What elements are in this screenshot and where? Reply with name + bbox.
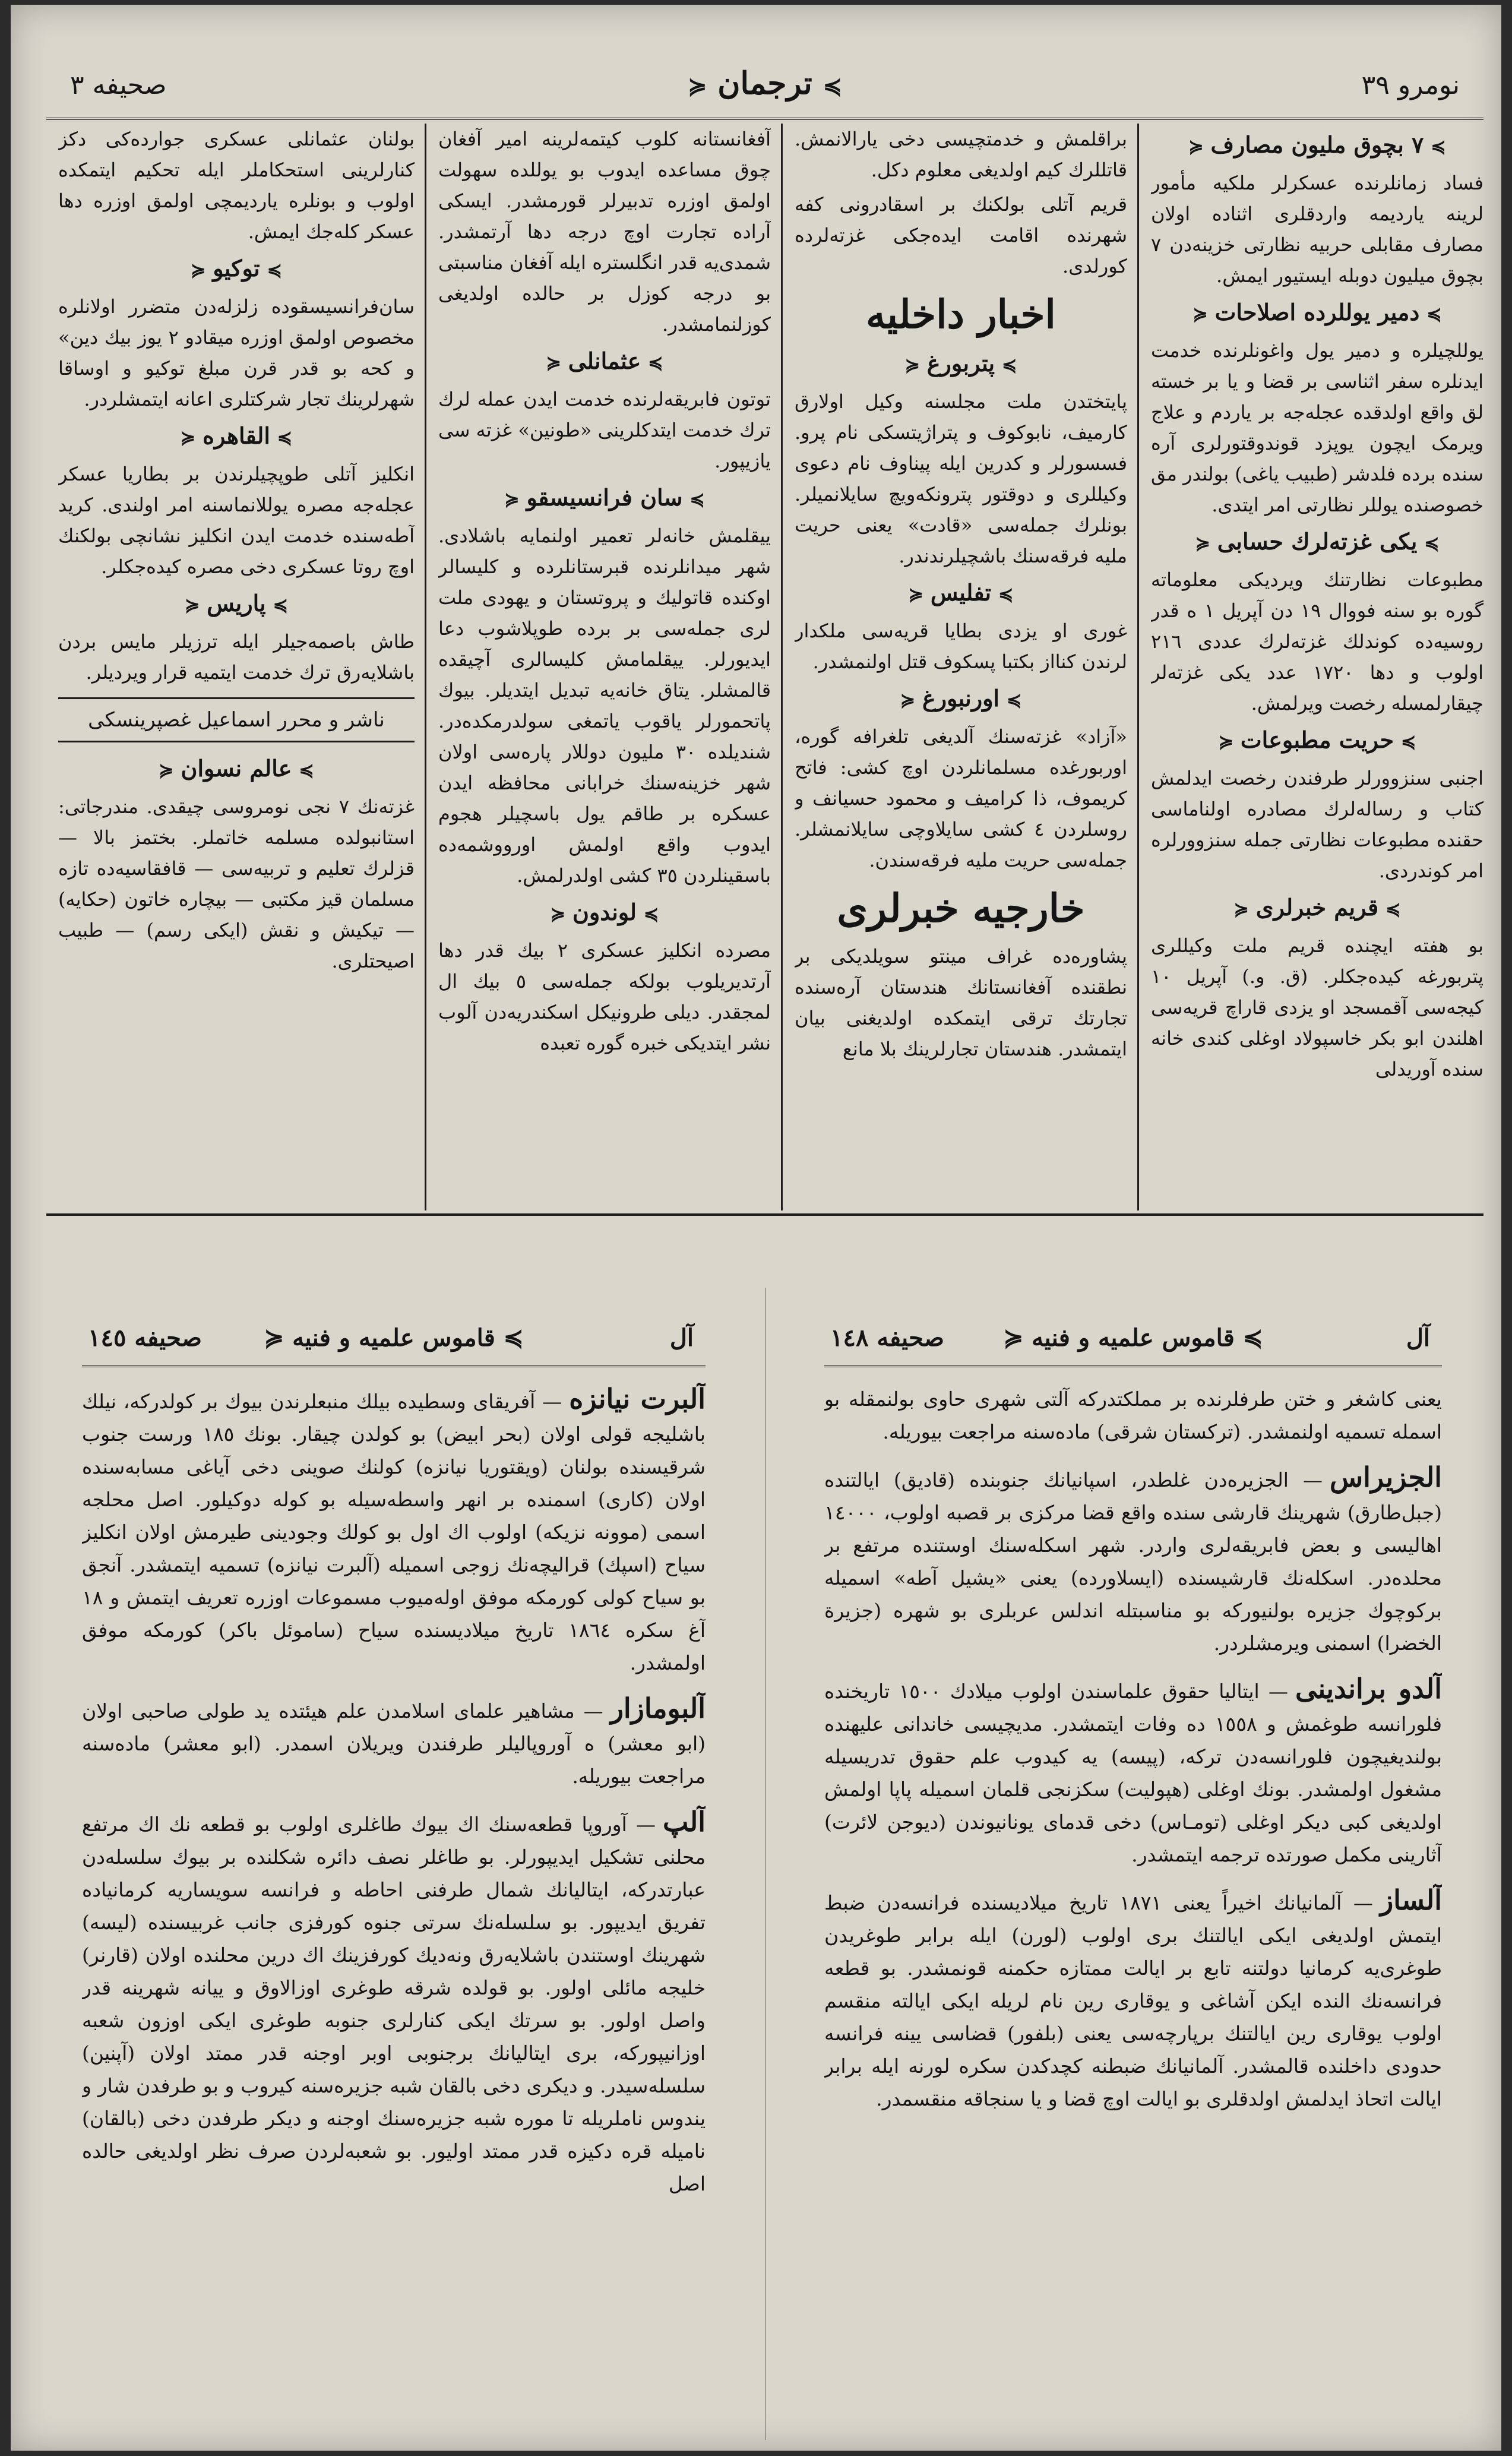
news-item <box>438 896 771 1058</box>
ornament-icon: ≽ <box>648 353 663 374</box>
headline-text: لوندون <box>572 899 637 925</box>
ornament-icon: ≽ <box>1386 899 1401 920</box>
news-text: توتون فابریقه‌لرنده خدمت ایدن عمله لرك ترك خدمت ایتدکلرینی «طونین» غزته سی یازیپور. <box>438 388 771 472</box>
news-text: فساد زمانلرنده عسکرلر ملکیه مأمور لرینه یاردیمه واردقلری اثناده اولان مصارف مقابلی حربیه نظارتی خزینه‌دن ٧ بچوق میلیون دوبله ایستیور ایمش. <box>1151 172 1483 287</box>
dictionary-entry <box>82 1806 706 2200</box>
ornament-icon: ≽ <box>1002 355 1017 376</box>
ornament-icon: ≼ <box>908 584 923 605</box>
news-column <box>438 124 771 1210</box>
issue-number: نومرو ٣٩ <box>1361 70 1460 100</box>
news-item <box>58 419 415 582</box>
headline-text: یکی غزته‌لرك حسابی <box>1217 528 1418 555</box>
news-item <box>1151 891 1483 1085</box>
news-text: مصرده انکلیز عسکری ٢ بیك قدر دها آرتدیریلوب بولکه جمله‌سی ٥ بیك ال لمجقدر. دیلی طرونیکل اسکندریه‌دن آلوب نشر ایتدیکی خبره گوره تعبده <box>438 939 771 1054</box>
section-heading: خارجیه خبرلری <box>837 885 1085 931</box>
ornament-icon: ≽ <box>277 428 293 448</box>
headline-text: قریم خبرلری <box>1255 894 1379 921</box>
ornament-icon: ≼ <box>504 489 520 510</box>
header-letter: آل <box>669 1324 694 1352</box>
ornament-icon: ≽ <box>1424 533 1440 554</box>
entry-term: الجزیراس <box>1330 1461 1442 1493</box>
entry-term: آلساز <box>1380 1884 1442 1916</box>
page-number: صحیفه ٣ <box>70 70 167 100</box>
news-item <box>795 881 1127 935</box>
news-text: یوللچیلره و دمیر یول واغونلرنده خدمت ایدنلره سفر اثناسی بر قضا و یا بر خسته لق واقع اولدقده عجله‌جه بر یاردم و علاج ویرمک ایچون یوپزد قوندوقتورلری آره سنده برده فلدشر (طبیب یاغی) بولندر مق خصوصنده یوللر نظارتی امر ایتدی. <box>1151 339 1483 516</box>
news-headline <box>438 896 771 931</box>
header-page: صحیفه ١٤٥ <box>88 1324 202 1352</box>
headline-text: اورنبورغ <box>922 685 999 712</box>
headline-text: حریت مطبوعات <box>1240 726 1394 753</box>
news-text: «آزاد» غزته‌سنك آلدیغی تلغرافه گوره، اوربورغده مسلمانلردن اوچ کشی: فاتح کریموف، ذا کرامیف و محمود حسیانف و روسلردن ٤ کشی سایلاوچی سایلانمشلر. جمله‌سی حریت ملیه فرقه‌سندن. <box>795 725 1127 871</box>
news-item <box>1151 525 1483 719</box>
ornament-icon: ≼ <box>191 260 206 281</box>
ornament-icon: ≼ <box>1218 732 1233 753</box>
news-text: اجنبی سنزوورلر طرفندن رخصت ایدلمش کتاب و رساله‌لرك مصادره اولناماسی حقنده مطبوعات نظارتی جمله سنزوورلره امر کوندردی. <box>1151 767 1483 882</box>
masthead <box>46 52 1483 120</box>
entry-term: آلبرت نیانزه <box>569 1383 706 1415</box>
news-text: انکلیز آتلی طوپچیلرندن بر بطاریا عسکر عجله‌جه مصره یوللانماسنه امر اولندی. کرید آطه‌سنده خدمت ایدن انکلیز نشانچی بولکنك اوچ روتا عسکری دخی مصره کیده‌جکلر. <box>58 463 415 578</box>
entry-paragraph <box>82 1806 706 2200</box>
news-text: پایتختدن ملت مجلسنه وکیل اولارق کارمیف، نابوکوف و پتراژیتسکی نام پرو. فسسورلر و کدرین ایله پیناوف نام دعوی وکیللری و دوقتور پترونکه‌ویچ سایلانمیلر. بونلرك جمله‌سی «قادت» یعنی حریت ملیه فرقه‌سنك باشچیلرندندر. <box>795 390 1127 567</box>
news-item <box>795 189 1127 282</box>
ornament-icon: ≼ <box>688 72 707 99</box>
ornament-icon: ≼ <box>1192 304 1208 325</box>
news-headline <box>795 682 1127 717</box>
dictionary-entry <box>82 1692 706 1793</box>
headline-text: دمیر یوللرده اصلاحات <box>1214 299 1420 325</box>
entry-definition: — ایتالیا حقوق علماسندن اولوب میلادك ١٥٠٠ تاریخنده فلورانسه طوغمش و ١٥٥٨ ده وفات ایتمشدر. مدیچیسی خاندانی علیهنده بولندیغیچون فلورانسه‌دن ترکه، (پیسه) یه کیدوب علم حقوق تدریسیله مشغول اولمشدر. بونك اوغلی (هپولیت) سکزنجی قلمان اسمیله پاپا اولمش اولدیغی کبی دیکر اوغلی (تومـاس) دخی قدمای یونانیوندن (دیوجن لائرت) آثارینی مکمل صورتده ترجمه ایتمشدر. <box>824 1680 1442 1866</box>
news-headline <box>1151 723 1483 759</box>
news-item <box>438 481 771 891</box>
news-item <box>438 344 771 476</box>
header-title-text: قاموس علمیه و فنیه <box>292 1324 495 1352</box>
ornament-icon: ≽ <box>823 72 842 99</box>
news-headline <box>795 576 1127 612</box>
news-column <box>795 124 1127 1210</box>
entry-paragraph <box>824 1461 1442 1660</box>
ornament-icon: ≼ <box>159 760 174 781</box>
ornament-icon: ≼ <box>550 904 565 925</box>
page-bottom-rule <box>46 1213 1483 1216</box>
headline-text: القاهره <box>203 422 270 449</box>
news-item <box>1151 128 1483 291</box>
headline-text: توکیو <box>213 255 260 282</box>
entry-definition: — آفریقای وسطیده بیلك منبعلرندن بیوك بر کولدرکه، نیلك باشلیجه قولی اولان (بحر ابیض) بو کولدن چیقار. بونك ١٨٥ ورست جنوب شرقیسنده بولنان (ویقتوریا نیانزه) کولنك صوینی دخی آیاغی مسابه‌سنده اولان (کاری) اسمنده بر انهر واسطه‌سیله بو کوله دوکیلور. اصل محلجه اسمی (موونه نزیکه) اولوب اك اول بو کولك وجودینی طیرمش اولان انکلیز سیاح (اسپك) قرالیچه‌نك زوجی اسمیله (آلبرت نیانزه) تسمیه ایتمشدر. آنجق بو سیاح کولی کورمکه موفق اوله‌میوب مسموعات اوزره تعریف ایتمش و ١٨ آغ سکره ١٨٦٤ تاریخ میلادیسنده سیاح (ساموئل باکر) کورمکه موفق اولمشدر. <box>82 1390 706 1674</box>
header-title: ≽ قاموس علمیه و فنیه ≼ <box>264 1324 524 1352</box>
news-item <box>795 941 1127 1064</box>
photographed-sheet <box>11 5 1501 2451</box>
ornament-icon: ≼ <box>900 690 916 711</box>
news-text: طاش باصمه‌جیلر ایله ترزیلر مایس بردن باشلایه‌رق ترك خدمت ایتمیه قرار ویردیلر. <box>58 630 415 684</box>
ornament-icon: ≼ <box>185 595 200 616</box>
ornament-icon: ≽ <box>1006 690 1022 711</box>
entry-paragraph <box>824 1383 1442 1448</box>
entry-term: آلبومازار <box>610 1692 706 1724</box>
headline-text: پتربورغ <box>926 350 995 377</box>
news-headline <box>58 587 415 622</box>
ornament-icon: ≼ <box>904 355 920 376</box>
column-divider <box>1137 124 1139 1210</box>
news-text: پشاوره‌ده غراف مینتو سویلدیکی بر نطقنده آفغانستانك هندستان آره‌سنده تجارتك ترقی ایتمکده اولدیغنی بیان ایتمشدر. هندستان تجارلرینك بلا مانع <box>795 945 1127 1060</box>
entry-paragraph <box>824 1673 1442 1871</box>
news-text: غزته‌نك ٧ نجی نومروسی چیقدی. مندرجاتی: استانبولده مسلمه خاتملر. بختمز بالا — قزلرك تعلیم و تربیه‌سی — قافقاسیه‌ده تازه مسلمان قیز مکتبی — بیچاره خاتون (حکایه) — تیکیش و نقش (ایکی رسم) — طبیب اصیحتلری. <box>58 795 415 972</box>
news-item <box>795 124 1127 185</box>
page-fold <box>765 1288 766 2440</box>
ornament-icon: ≼ <box>1188 137 1204 157</box>
news-column <box>1151 124 1483 1210</box>
news-item <box>58 752 415 976</box>
entry-definition: — مشاهیر علمای اسلامدن علم هیئتده ید طولی صاحبی اولان (ابو معشر) ه آوروپالیلر طرفندن ویریلان اسمدر. (ابو معشر) ماده‌سنه مراجعت بیوریله. <box>82 1699 706 1788</box>
news-column <box>58 124 415 1210</box>
newspaper-name: ترجمان <box>717 65 812 102</box>
dictionary-entry <box>824 1884 1442 2115</box>
news-text: براقلمش و خدمتچیسی دخی یارالانمش. قاتللرك کیم اولدیغی معلوم دکل. <box>795 128 1127 181</box>
dictionary-body <box>82 1383 706 2416</box>
news-text: سان‌فرانسیسقوده زلزله‌دن متضرر اولانلره مخصوص اولمق اوزره میقادو ٢ یوز بیك دین» و کحه بو قدر قرن مبلغ توکیو و اوساقا شهرلرینك تجار شرکتلری اعانه ایتمشلردر. <box>58 295 415 410</box>
entry-paragraph <box>82 1692 706 1793</box>
entry-term: آلپ <box>663 1806 706 1838</box>
section-heading: اخبار داخلیه <box>866 291 1056 337</box>
ornament-icon: ≼ <box>1195 533 1210 554</box>
dictionary-header <box>824 1311 1442 1367</box>
ornament-icon: ≼ <box>546 353 561 374</box>
ornament-icon: ≽ <box>1431 137 1446 157</box>
dictionary-entry <box>824 1673 1442 1871</box>
news-headline <box>1151 296 1483 331</box>
publisher-line: ناشر و محرر اسماعیل غصپرینسکی <box>58 697 415 742</box>
news-item <box>795 576 1127 677</box>
ornament-icon: ≽ <box>1426 304 1442 325</box>
header-letter: آل <box>1406 1324 1430 1352</box>
news-headline <box>1151 525 1483 561</box>
news-headline <box>58 419 415 455</box>
news-headline <box>58 752 415 788</box>
column-divider <box>425 124 426 1210</box>
ornament-icon: ≽ <box>998 584 1014 605</box>
news-headline <box>1151 891 1483 927</box>
news-text: قریم آتلی بولکنك بر اسقادرونی کفه شهرنده اقامت ایده‌جکی غزته‌لرده کورلدی. <box>795 193 1127 277</box>
ornament-icon: ≽ <box>273 595 288 616</box>
news-text: بو هفته ایچنده قریم ملت وکیللری پتربورغه کیده‌جکلر. (ق. و.) آپریل ١٠ کیجه‌سی آقمسجد او یزدی قاراچ قریه‌سی اهلندن ابو بکر خاسپولاد اوغلی کندی خانه سنده آوریدلی <box>1151 934 1483 1080</box>
news-item <box>1151 296 1483 520</box>
news-item <box>58 697 415 742</box>
news-item <box>58 252 415 415</box>
entry-definition: — آوروپا قطعه‌سنك اك بیوك طاغلری اولوب بو قطعه نك اك مرتفع محلنی تشکیل ایدیپورلر. بو طاغلر نصف دائره شکلنده بر بیوك سلسله‌دن عبارتدرکه، ایتالیانك شمال طرفنی احاطه و فرانسه سویساریه کرمانیاده تفریق ایدیپور. بو سلسله‌نك سرتی جنوه کورفزی جانب غربیسنده (لیسه) شهرینك اوستندن باشلایه‌رق ونه‌دیك کورفزینك اك درین محلنده اولان (قارنر) خلیجه مائلی اولور. بو قولده شرقه طوغری اوزالاوق و ییانه شهرینه قدر واصل اولور. بو سرتك ایکی کنارلری جنوبه طوغری ایکی اوزون شعبه اوزانیپورکه، بری ایتالیانك برجنوبی اوبر اوجنه قدر ممتد اولان (آپنین) سلسله‌سیدر. و دیکری دخی بالقان شبه جزیره‌سنه کیروب و بو طرفدن شار و یندوس ناملریله تا موره شبه جزیره‌سنك اوجنه و دیکر طرفدن دخی (بالقان) نامیله قره دکیزه قدر ممتد اولیور. بو شعبه‌لردن صرف نظر اولدیغی حالده اصل <box>82 1813 706 2195</box>
headline-text: سان فرانسیسقو <box>526 484 683 511</box>
news-headline <box>438 481 771 517</box>
headline-text: پاریس <box>207 590 266 617</box>
ornament-icon: ≽ <box>689 489 705 510</box>
news-text: غوری او یزدی بطایا قریه‌سی ملکدار لرندن کنااز بکتبا پسکوف قتل اولنمشدر. <box>795 619 1127 673</box>
ornament-icon: ≽ <box>299 760 314 781</box>
news-item <box>795 347 1127 571</box>
headline-text: عثمانلی <box>568 347 641 374</box>
entry-definition: یعنی کاشغر و ختن طرفلرنده بر مملکتدرکه آلتی شهری حاوی بولنمقله بو اسمله تسمیه اولنمشدر. (ترکستان شرقی) ماده‌سنه مراجعت بیوریله. <box>824 1387 1442 1443</box>
news-columns <box>46 124 1483 1210</box>
entry-definition: — آلمانیانك اخیراً یعنی ١٨٧١ تاریخ میلادیسنده فرانسه‌دن ضبط ایتمش اولدیغی ایکی ایالتنك بری اولوب (لورن) ایله برابر طوغریدن طوغری‌یه کرمانیا دولتنه تابع بر ایالت ممتازه حکمنه قونمشدر. بو قطعه فرانسه‌نك النده ایکن آشاغی و یوقاری رین نام لریله ایکی ایالته منقسم اولوب یوقاری رین ایالتنك برپارچه‌سی یعنی (بلفور) قضاسی یینه فرانسه حدودی داخلنده قالمشدر. آلمانیانك ضبطنه کچدکدن سکره لورنه ایله برابر ایالت اتحاذ ایدلمش اولدقلری بو ایالت اوچ قضا و یا سنجاقه منقسمدر. <box>824 1891 1442 2110</box>
entry-paragraph <box>82 1383 706 1679</box>
dictionary-entry <box>824 1383 1442 1448</box>
dictionary-body <box>824 1383 1442 2416</box>
header-page: صحیفه ١٤٨ <box>830 1324 944 1352</box>
ornament-icon: ≽ <box>267 260 282 281</box>
entry-term: آلدو براندینی <box>1295 1673 1442 1705</box>
news-text: ییقلمش خانه‌لر تعمیر اولنمایه باشلادی. شهر میدانلرنده قبرستانلرده و کلیسالر اوکنده قاتولیك و پروتستان و یهودی ملت لری جمله‌سی بر برده طوپلاشوب دعا ایدیورلر. ییقلمامش کلیسالری آچیقده قالمشلر. یتاق خانه‌یه تبدیل ایتدیلر. بیوك پاتحمورلر یاقوب یاتمغی سولدرمکده‌در. شندیلده ٣٠ ملیون دوللار پاره‌سی اولان شهر خزینه‌سنك خرابانی محافظه ایدن عسکره بر طاقم یول باسچیلر هجوم ایدوب واقع اولمش اورووشمه‌ده باسقینلردن ٣٥ کشی اولدرلمش. <box>438 524 771 887</box>
ornament-icon: ≼ <box>1233 899 1249 920</box>
entry-definition: — الجزیره‌دن غلطدر، اسپانیانك جنوبنده (قادیق) ایالتنده (جبل‌طارق) شهرینك قارشی سنده واقع قضا مرکزی بر قصبه اولوب، ١٤٠٠٠ اهالیسی و بعض فابریقه‌لری واردر. شهر اسکله‌سنك اوستنده مرتفع بر محلده‌در. اسکله‌نك قارشیسنده (ایسلاورده) یعنی «یشیل آطه» اسمیله برکوچوك جزیره بولنیورکه بو مناسبتله اندلس عربلری بو شهره (جزیرة الخضرا) اسمنی ویرمشلردر. <box>824 1468 1442 1655</box>
news-item <box>58 124 415 247</box>
news-text: مطبوعات نظارتنك ویردیکی معلوماته گوره بو سنه فووال ١٩ دن آپریل ١ ه قدر روسیه‌ده کوندلك غزته‌لرك عددی ٢١٦ اولوب و دها ١٧٢٠ عدد یکی غزته‌لر چیقارلمسله رخصت ویرلمش. <box>1151 568 1483 715</box>
dictionary-page-left <box>82 1311 706 2428</box>
entry-paragraph <box>824 1884 1442 2115</box>
headline-text: تفلیس <box>930 579 992 606</box>
news-item <box>795 287 1127 341</box>
newspaper-title <box>688 65 842 102</box>
dictionary-entry <box>824 1461 1442 1660</box>
column-divider <box>781 124 783 1210</box>
news-headline <box>58 252 415 287</box>
news-item <box>1151 723 1483 886</box>
header-title: ≽ قاموس علمیه و فنیه ≼ <box>1003 1324 1263 1352</box>
ornament-icon: ≽ <box>644 904 659 925</box>
news-text: آفغانستانه کلوب کیتمه‌لرینه امیر آفغان چوق مساعده ایدوب بو یوللده سهولت اولمق اوزره تدبیرلر قورمشدر. ایسکی آراده تجارت اوچ درجه دها آرتمشدر. شمدی‌یه قدر انگلستره ایله آفغان مناسبتی بو درجه کوزل بر حالده اولدیغی کوزلنمامشدر. <box>438 128 771 336</box>
ornament-icon: ≽ <box>1401 732 1416 753</box>
dictionary-header <box>82 1311 706 1367</box>
dictionary-page-right <box>824 1311 1442 2428</box>
news-item <box>58 587 415 688</box>
news-item <box>795 682 1127 875</box>
headline-text: ٧ بچوق مليون مصارف <box>1210 131 1424 158</box>
news-headline <box>795 347 1127 383</box>
news-headline <box>438 344 771 380</box>
news-text: بولنان عثمانلی عسکری جوارده‌کی دکز کنارلرینی استحکاملر ایله تحکیم ایتمکده اولوب و بونلره یاردیمچی اولمق اوزره دها عسکر کله‌جك ایمش. <box>58 128 415 243</box>
header-title-text: قاموس علمیه و فنیه <box>1032 1324 1235 1352</box>
news-item <box>438 124 771 340</box>
dictionary-entry <box>82 1383 706 1679</box>
news-headline <box>1151 128 1483 164</box>
ornament-icon: ≼ <box>180 428 196 448</box>
newspaper-page <box>46 34 1483 1216</box>
headline-text: عالم نسوان <box>181 755 292 782</box>
